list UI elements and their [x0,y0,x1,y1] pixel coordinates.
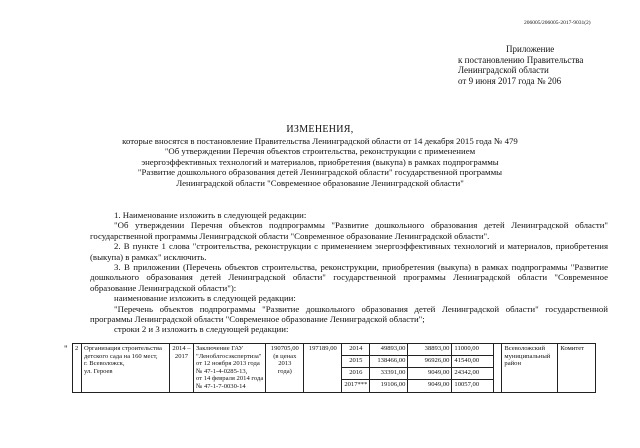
local-budget-cell: 10057,00 [452,380,494,392]
regional-budget-cell: 9049,00 [408,368,452,380]
object-name-cell: Организация строительства детского сада на 160 мест, г. Всеволожск, ул. Героев [82,344,170,393]
body-paragraph: 2. В пункте 1 слова "строительства, реконструкции с применением энергоэффективных технологий и материалов, приобретения (выкупа) в рамках" исключить. [90,241,608,262]
subtitle-line: Ленинградской области "Современное образование Ленинградской области" [176,177,464,188]
regional-budget-cell: 96926,00 [408,356,452,368]
year-total-cell: 138466,00 [370,356,408,368]
table-quote-mark: " [64,344,68,354]
expertise-cell: Заключение ГАУ "Леноблгосэкспертиза" от 12 ноября 2013 года № 47-1-4-0285-13, от 14 февраля 2014 года № 47-1-7-0030-14 [194,344,266,393]
appendix-line: к постановлению Правительства [458,54,584,65]
local-budget-cell: 41540,00 [452,356,494,368]
year-cell: 2015 [342,356,370,368]
year-cell: 2017*** [342,380,370,392]
row-number-cell: 2 [73,344,82,393]
appendix-block [458,44,583,86]
customer-cell: Комитет [558,344,596,393]
district-cell: Всеволожский муниципальный район [502,344,558,393]
body-paragraph: 1. Наименование изложить в следующей редакции: [114,210,307,220]
subtitle-line: которые вносятся в постановление Правительства Ленинградской области от 14 декабря 2015 года № 479 [122,136,518,146]
subtitle-line: "Об утверждении Перечня объектов строительства, реконструкции с применением [164,146,476,157]
appendix-line: Ленинградской области [458,65,549,75]
document-body [90,210,608,335]
document-title: ИЗМЕНЕНИЯ, [286,124,354,135]
body-paragraph: 3. В приложении (Перечень объектов строительства, реконструкции, приобретения (выкупа) в рамках подпрограммы "Развитие дошкольного образования детей Ленинградской области" государственной программы Ленинградской области "Современное образование Ленинградской области"): [90,262,608,293]
document-id: 206005/206005-2017-9031(2) [524,20,591,26]
local-budget-cell: 24342,00 [452,368,494,380]
appendix-line: Приложение [506,44,555,54]
year-cell: 2016 [342,368,370,380]
year-cell: 2014 [342,344,370,356]
regional-budget-cell: 9049,00 [408,380,452,392]
objects-table [72,343,596,393]
estimated-cost-cell: 190705,00 (в ценах 2013 года) [266,344,304,393]
year-total-cell: 49893,00 [370,344,408,356]
document-subtitle [0,136,640,188]
total-cost-cell: 197189,00 [304,344,342,393]
local-budget-cell: 11000,00 [452,344,494,356]
period-cell: 2014 – 2017 [170,344,194,393]
body-paragraph: "Перечень объектов подпрограммы "Развитие дошкольного образования детей Ленинградской области" государственной программы Ленинградской области "Современное образование Ленинградской области"; [90,303,608,325]
subtitle-line: "Развитие дошкольного образования детей Ленинградской области" государственной программы [137,167,503,178]
body-paragraph: наименование изложить в следующей редакции: [114,293,296,304]
body-paragraph: строки 2 и 3 изложить в следующей редакции: [114,324,289,335]
table-row [73,344,596,356]
spacer-cell [494,344,502,393]
regional-budget-cell: 38893,00 [408,344,452,356]
year-total-cell: 19106,00 [370,380,408,392]
appendix-line: от 9 июня 2017 года № 206 [458,75,562,86]
subtitle-line: энергоэффективных технологий и материалов, приобретения (выкупа) в рамках подпрограммы [141,156,499,167]
year-total-cell: 33391,00 [370,368,408,380]
body-paragraph: "Об утверждении Перечня объектов подпрограммы "Развитие дошкольного образования детей Ленинградской области" государственной программы Ленинградской области "Современное образование Ленинградской области". [90,220,608,241]
